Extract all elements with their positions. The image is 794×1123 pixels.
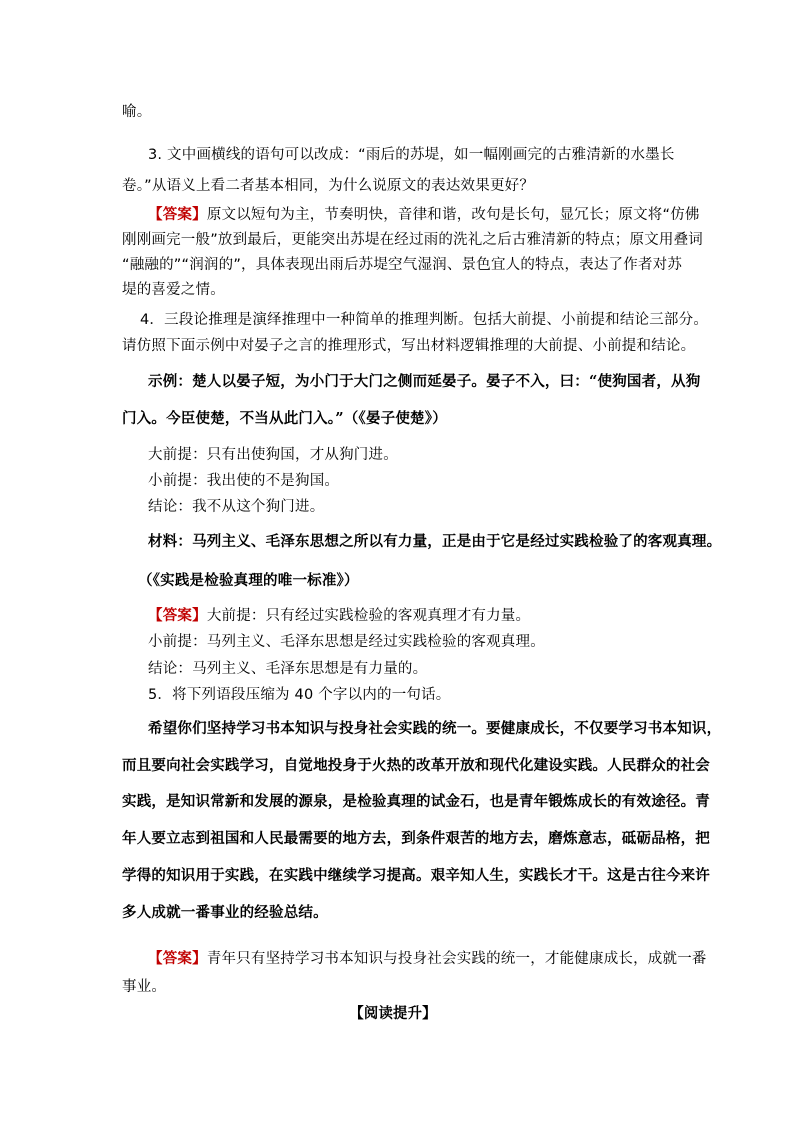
material-source: （《实践是检验真理的唯一标准》） — [138, 572, 359, 589]
passage-text: 学得的知识用于实践，在实践中继续学习提高。艰辛知人生，实践长才干。这是古往今来许 — [122, 867, 710, 884]
text-line: 堤的喜爱之情。 — [122, 282, 225, 298]
material-text: 材料：马列主义、毛泽东思想之所以有力量，正是由于它是经过实践检验了的客观真理。 — [148, 533, 722, 550]
minor-premise: 小前提：我出使的不是狗国。 — [148, 473, 340, 489]
text-line: 刚刚画完一般”放到最后，更能突出苏堤在经过雨的洗礼之后古雅清新的特点；原文用叠词 — [122, 232, 704, 248]
answer-5 — [148, 949, 707, 969]
answer-text: 原文以短句为主，节奏明快，音律和谐，改句是长句，显冗长；原文将“仿佛 — [206, 207, 700, 223]
passage-text: 实践，是知识常新和发展的源泉，是检验真理的试金石，也是青年锻炼成长的有效途径。青 — [122, 793, 710, 810]
text-line: 小前提：马列主义、毛泽东思想是经过实践检验的客观真理。 — [148, 634, 545, 650]
conclusion: 结论：我不从这个狗门进。 — [148, 499, 325, 515]
question-3: 3. 文中画横线的语句可以改成：“雨后的苏堤，如一幅刚画完的古雅清新的水墨长 — [148, 147, 675, 163]
example-text: 示例：楚人以晏子短，为小门于大门之侧而延晏子。晏子不入，曰：“使狗国者，从狗 — [148, 373, 701, 390]
text-line: 卷。”从语义上看二者基本相同，为什么说原文的表达效果更好？ — [122, 178, 535, 194]
answer-3 — [148, 205, 700, 225]
answer-4 — [148, 606, 530, 626]
question-4: 4．三段论推理是演绎推理中一种简单的推理判断。包括大前提、小前提和结论三部分。 — [140, 312, 709, 328]
passage-text: 而且要向社会实践学习，自觉地投身于火热的改革开放和现代化建设实践。人民群众的社会 — [122, 757, 710, 774]
passage-text: 年人要立志到祖国和人民最需要的地方去，到条件艰苦的地方去，磨炼意志，砥砺品格，把 — [122, 830, 710, 847]
answer-tag: 【答案】 — [148, 207, 207, 223]
section-heading: 【阅读提升】 — [349, 1006, 437, 1022]
question-5: 5．将下列语段压缩为 40 个字以内的一句话。 — [148, 687, 451, 703]
answer-text: 青年只有坚持学习书本知识与投身社会实践的统一，才能健康成长，成就一番 — [206, 951, 707, 967]
example-text: 门入。今臣使楚，不当从此门入。”（《晏子使楚》） — [122, 410, 447, 427]
major-premise: 大前提：只有出使狗国，才从狗门进。 — [148, 447, 398, 463]
text-line: “融融的”“润润的”，具体表现出雨后苏堤空气湿润、景色宜人的特点，表达了作者对苏 — [122, 257, 683, 273]
text-line: 事业。 — [122, 979, 167, 995]
text-line: 请仿照下面示例中对晏子之言的推理形式，写出材料逻辑推理的大前提、小前提和结论。 — [122, 338, 696, 354]
answer-tag: 【答案】 — [148, 608, 207, 624]
text-line: 喻。 — [122, 104, 152, 120]
answer-text: 大前提：只有经过实践检验的客观真理才有力量。 — [206, 608, 531, 624]
answer-tag: 【答案】 — [148, 951, 207, 967]
passage-text: 多人成就一番事业的经验总结。 — [122, 904, 328, 921]
passage-text: 希望你们坚持学习书本知识与投身社会实践的统一。要健康成长，不仅要学习书本知识， — [148, 720, 722, 737]
text-line: 结论：马列主义、毛泽东思想是有力量的。 — [148, 661, 428, 677]
